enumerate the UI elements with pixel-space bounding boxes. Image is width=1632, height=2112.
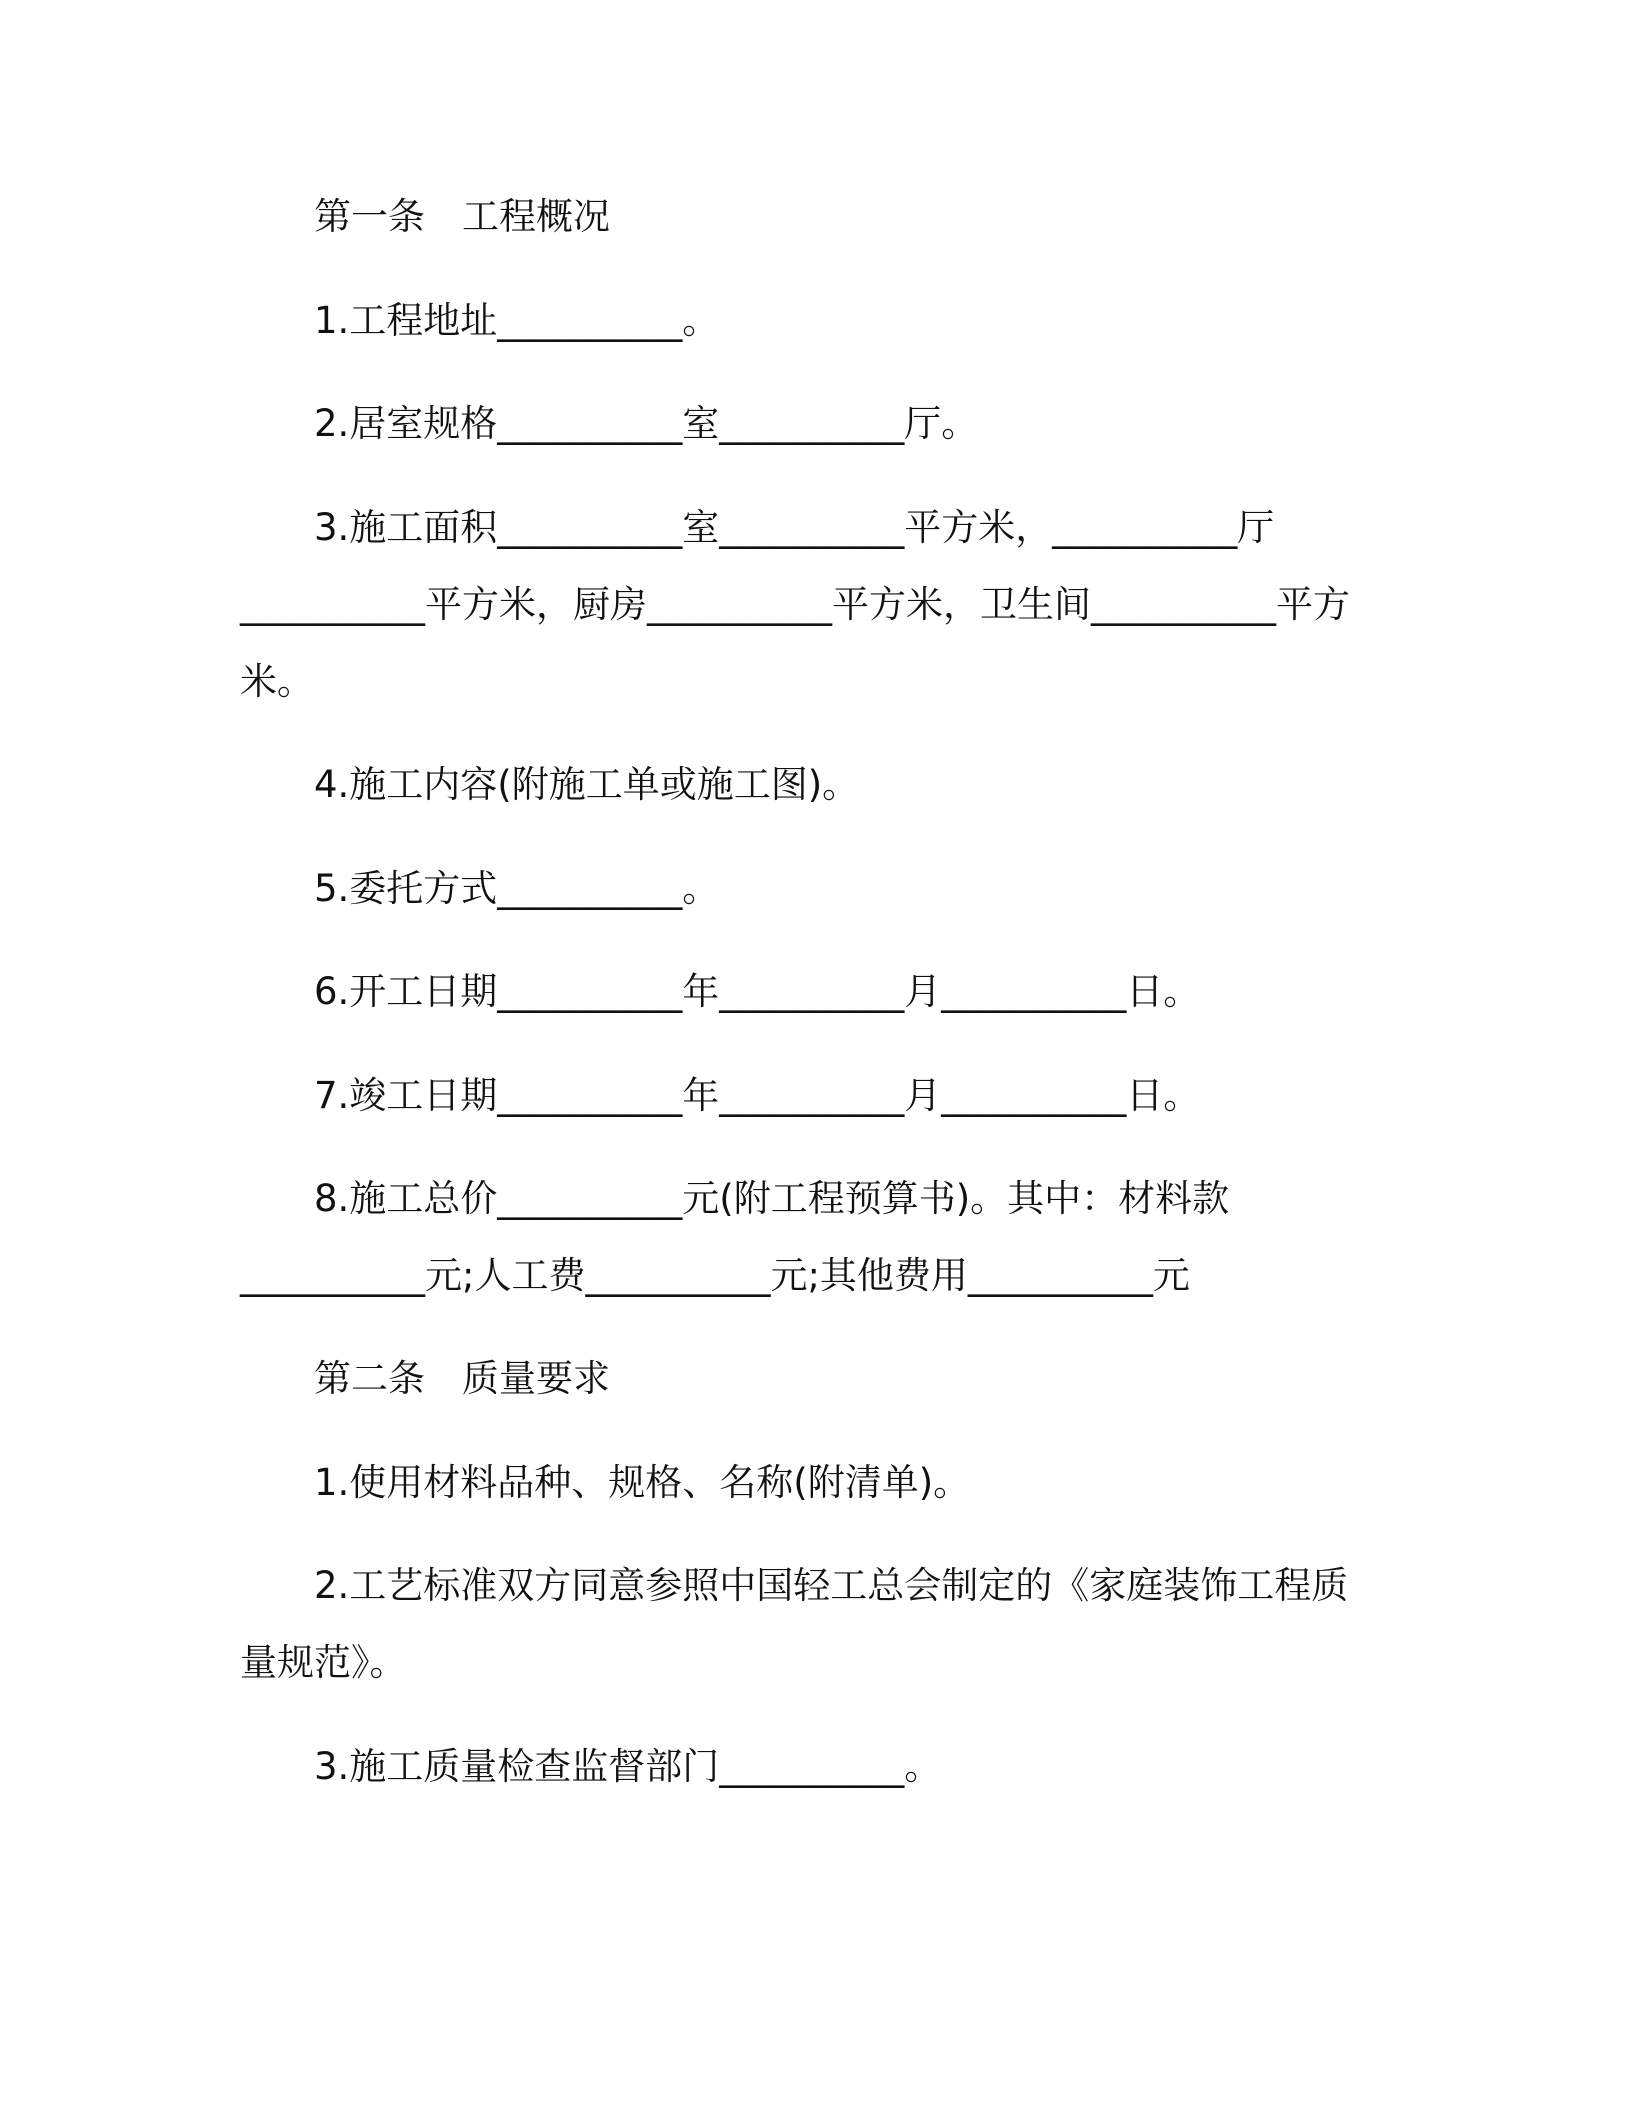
quality-clause-2-standard-cont: 量规范》。 xyxy=(240,1641,407,1684)
clause-8-total-price-cont: __________元;人工费__________元;其他费用__________元 xyxy=(240,1254,1190,1297)
quality-clause-2-standard: 2.工艺标准双方同意参照中国轻工总会制定的《家庭装饰工程质 xyxy=(314,1564,1349,1607)
article-1-heading: 第一条 工程概况 xyxy=(314,195,610,238)
clause-3-construction-area-cont: __________平方米，厨房__________平方米，卫生间__________平方 xyxy=(240,583,1350,626)
clause-7-completion-date: 7.竣工日期__________年__________月__________日。 xyxy=(314,1074,1201,1117)
clause-3-construction-area: 3.施工面积__________室__________平方米，__________厅 xyxy=(314,506,1275,549)
clause-1-project-address: 1.工程地址__________。 xyxy=(314,299,720,342)
clause-4-construction-content: 4.施工内容(附施工单或施工图)。 xyxy=(314,763,860,806)
clause-8-total-price: 8.施工总价__________元(附工程预算书)。其中：材料款 xyxy=(314,1177,1230,1220)
clause-6-start-date: 6.开工日期__________年__________月__________日。 xyxy=(314,970,1201,1013)
clause-5-commission-method: 5.委托方式__________。 xyxy=(314,867,720,910)
quality-clause-3-supervision: 3.施工质量检查监督部门__________。 xyxy=(314,1745,942,1788)
article-2-heading: 第二条 质量要求 xyxy=(314,1357,610,1400)
clause-3-construction-area-end: 米。 xyxy=(240,660,314,703)
quality-clause-1-materials: 1.使用材料品种、规格、名称(附清单)。 xyxy=(314,1461,971,1504)
clause-2-room-layout: 2.居室规格__________室__________厅。 xyxy=(314,402,979,445)
